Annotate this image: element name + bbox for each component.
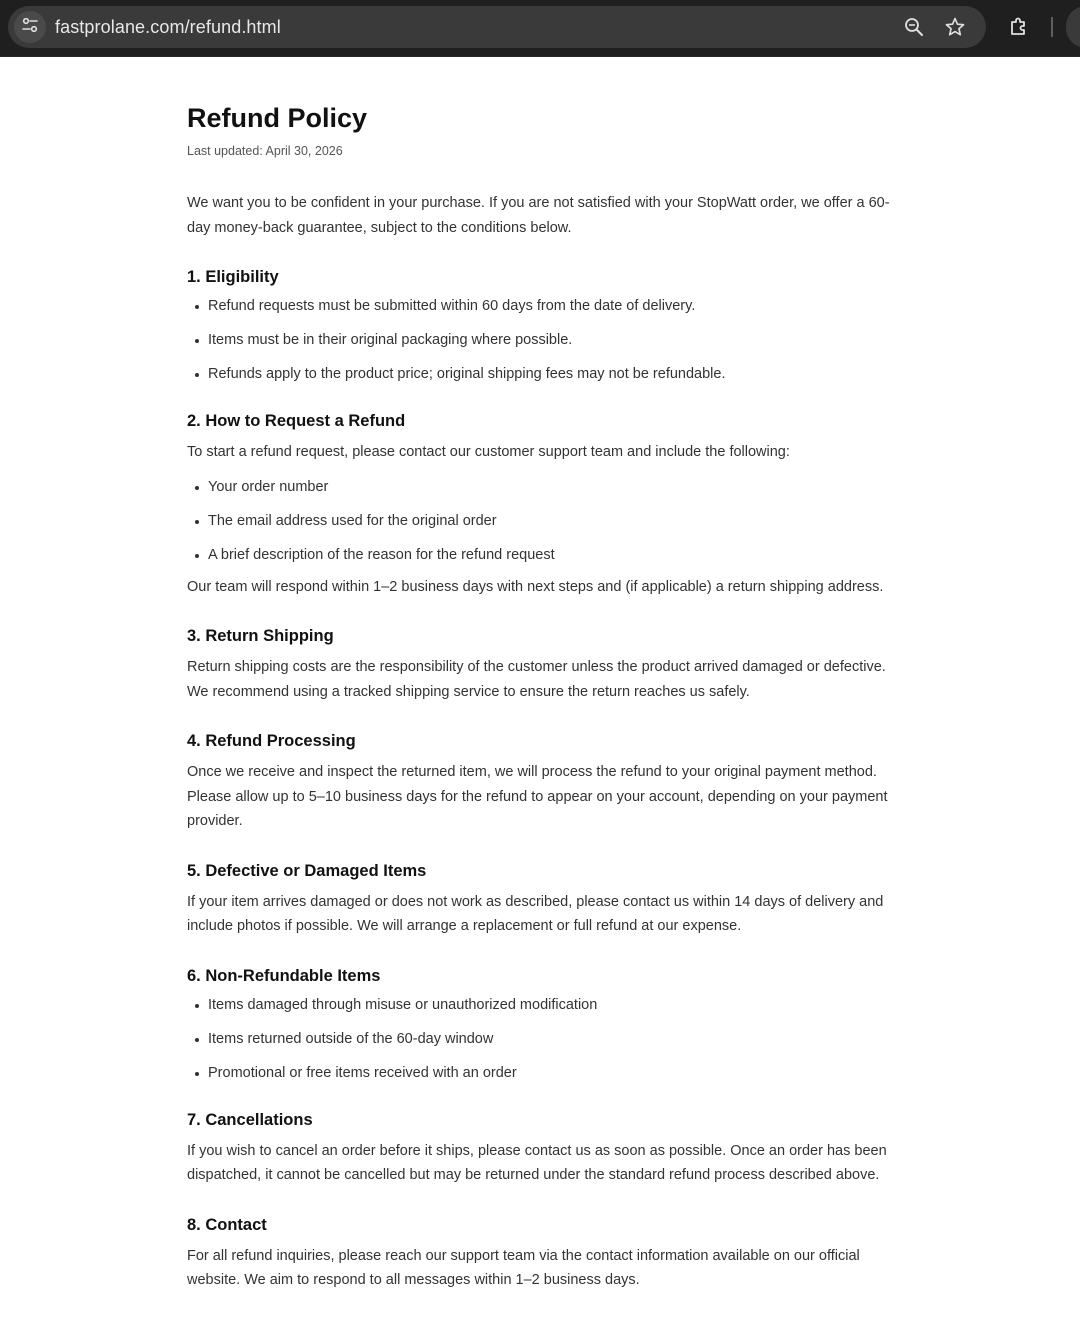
- section-non-refundable: [187, 965, 907, 1083]
- section-body: Return shipping costs are the responsibility of the customer unless the product arrived damaged or defective. We recommend using a tracked shipping service to ensure the return reaches us safely.: [187, 659, 886, 700]
- url-host: fastprolane.com: [55, 17, 185, 37]
- profile-button[interactable]: [1066, 6, 1080, 48]
- request-requirements-list: [187, 477, 907, 565]
- section-eligibility: [187, 266, 907, 384]
- url-text[interactable]: [55, 17, 281, 38]
- list-item: Refunds apply to the product price; original shipping fees may not be refundable.: [187, 364, 907, 384]
- page-title: Refund Policy: [187, 103, 368, 133]
- section-heading: 2. How to Request a Refund: [187, 412, 406, 430]
- section-how-to-request: [187, 410, 907, 599]
- section-tail: Our team will respond within 1–2 business days with next steps and (if applicable) a return shipping address.: [187, 578, 884, 595]
- section-refund-processing: [187, 730, 907, 834]
- list-item: A brief description of the reason for the refund request: [187, 545, 907, 565]
- section-body: If you wish to cancel an order before it ships, please contact us as soon as possible. Once an order has been dispatched, it cannot be cancelled but may be returned under the standard refund process described above.: [187, 1142, 887, 1183]
- section-heading: 7. Cancellations: [187, 1110, 313, 1129]
- section-heading: 6. Non-Refundable Items: [187, 966, 381, 985]
- section-cancellations: [187, 1109, 907, 1188]
- section-body: Once we receive and inspect the returned item, we will process the refund to your original payment method. Please allow up to 5–10 business days for the refund to appear on your account, depending on your payment provider.: [187, 764, 888, 829]
- section-heading: 4. Refund Processing: [187, 732, 356, 750]
- tune-icon: [21, 16, 39, 39]
- list-item: The email address used for the original order: [187, 511, 907, 531]
- list-item: Your order number: [187, 477, 907, 497]
- intro-paragraph: We want you to be confident in your purchase. If you are not satisfied with your StopWatt order, we offer a 60-day money-back guarantee, subject to the conditions below.: [187, 195, 890, 236]
- section-defective-items: [187, 860, 907, 939]
- section-heading: 3. Return Shipping: [187, 627, 334, 645]
- policy-content: [187, 100, 907, 1293]
- section-heading: 1. Eligibility: [187, 268, 279, 286]
- section-body: If your item arrives damaged or does not work as described, please contact us within 14 days of delivery and include photos if possible. We will arrange a replacement or full refund at our expense.: [187, 893, 884, 934]
- last-updated: Last updated: April 30, 2026: [187, 144, 343, 158]
- site-info-button[interactable]: [14, 11, 46, 43]
- eligibility-list: [187, 296, 907, 384]
- list-item: Items returned outside of the 60-day window: [187, 1029, 907, 1049]
- address-bar[interactable]: [8, 6, 986, 48]
- section-contact: [187, 1214, 907, 1293]
- non-refundable-list: [187, 995, 907, 1083]
- section-body: For all refund inquiries, please reach our support team via the contact information available on our official website. We aim to respond to all messages within 1–2 business days.: [187, 1247, 860, 1288]
- list-item: Items must be in their original packaging where possible.: [187, 330, 907, 350]
- browser-toolbar: [0, 0, 1080, 57]
- puzzle-icon[interactable]: [1005, 13, 1033, 41]
- list-item: Refund requests must be submitted within 60 days from the date of delivery.: [187, 296, 907, 316]
- section-heading: 8. Contact: [187, 1215, 267, 1234]
- zoom-icon[interactable]: [901, 14, 927, 40]
- section-heading: 5. Defective or Damaged Items: [187, 861, 427, 880]
- toolbar-divider: [1051, 17, 1053, 37]
- star-icon[interactable]: [942, 14, 968, 40]
- list-item: Promotional or free items received with an order: [187, 1063, 907, 1083]
- url-path: /refund.html: [184, 17, 281, 37]
- section-return-shipping: [187, 625, 907, 704]
- list-item: Items damaged through misuse or unauthorized modification: [187, 995, 907, 1015]
- section-lead: To start a refund request, please contact our customer support team and include the following:: [187, 444, 790, 460]
